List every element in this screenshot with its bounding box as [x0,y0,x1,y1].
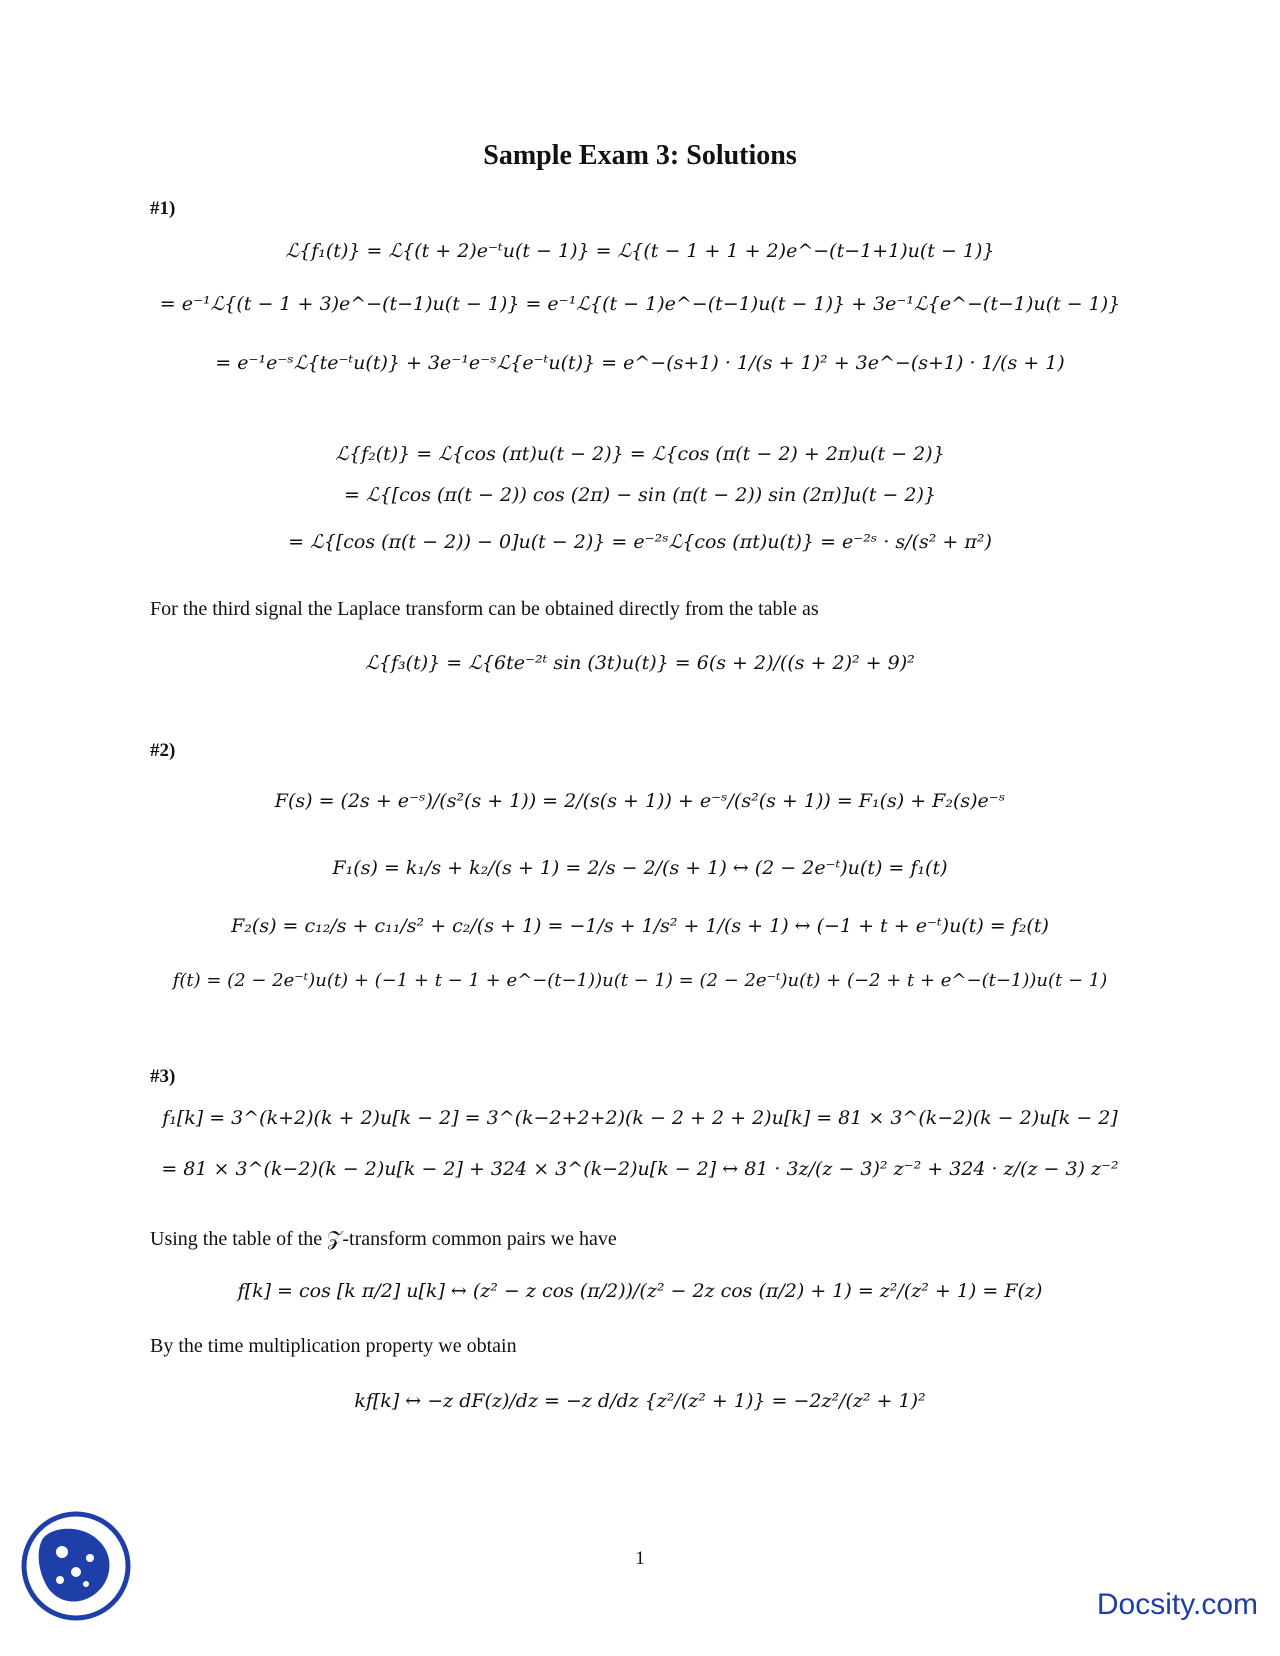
brand-link[interactable]: Docsity.com [1096,1588,1258,1621]
equation: kf[k] ↔ −z dF(z)/dz = −z d/dz {z²/(z² + 1)} = −2z²/(z² + 1)² [354,1390,926,1412]
equation: ℒ{f₂(t)} = ℒ{cos (πt)u(t − 2)} = ℒ{cos (π(t − 2) + 2π)u(t − 2)} [335,443,945,465]
section-label-1: #1) [150,198,176,219]
section-label-2: #2) [150,740,176,761]
equation: f(t) = (2 − 2e⁻ᵗ)u(t) + (−1 + t − 1 + e^−(t−1))u(t − 1) = (2 − 2e⁻ᵗ)u(t) + (−2 + t + e^−(t−1))u(t − 1) [172,970,1108,991]
equation: ℒ{f₃(t)} = ℒ{6te⁻²ᵗ sin (3t)u(t)} = 6(s + 2)/((s + 2)² + 9)² [365,652,915,674]
paragraph: Using the table of the 𝒵-transform common pairs we have [150,1228,617,1250]
page-number: 1 [635,1548,645,1569]
equation: f[k] = cos [k π/2] u[k] ↔ (z² − z cos (π/2))/(z² − 2z cos (π/2) + 1) = z²/(z² + 1) = F(z) [237,1280,1043,1302]
equation: = e⁻¹ℒ{(t − 1 + 3)e^−(t−1)u(t − 1)} = e⁻¹ℒ{(t − 1)e^−(t−1)u(t − 1)} + 3e⁻¹ℒ{e^−(t−1)u(t − 1)} [159,293,1121,315]
equation: F(s) = (2s + e⁻ˢ)/(s²(s + 1)) = 2/(s(s + 1)) + e⁻ˢ/(s²(s + 1)) = F₁(s) + F₂(s)e⁻ˢ [274,790,1006,812]
equation: = ℒ{[cos (π(t − 2)) − 0]u(t − 2)} = e⁻²ˢℒ{cos (πt)u(t)} = e⁻²ˢ · s/(s² + π²) [288,531,992,553]
equation: f₁[k] = 3^(k+2)(k + 2)u[k − 2] = 3^(k−2+2+2)(k − 2 + 2 + 2)u[k] = 81 × 3^(k−2)(k − 2)u[k − 2] [162,1107,1118,1129]
equation: = e⁻¹e⁻ˢℒ{te⁻ᵗu(t)} + 3e⁻¹e⁻ˢℒ{e⁻ᵗu(t)} = e^−(s+1) · 1/(s + 1)² + 3e^−(s+1) · 1/(s + 1) [215,352,1065,374]
equation: F₂(s) = c₁₂/s + c₁₁/s² + c₂/(s + 1) = −1/s + 1/s² + 1/(s + 1) ↔ (−1 + t + e⁻ᵗ)u(t) = f₂(t) [231,915,1049,937]
equation: ℒ{f₁(t)} = ℒ{(t + 2)e⁻ᵗu(t − 1)} = ℒ{(t − 1 + 1 + 2)e^−(t−1+1)u(t − 1)} [285,240,995,262]
equation: F₁(s) = k₁/s + k₂/(s + 1) = 2/s − 2/(s + 1) ↔ (2 − 2e⁻ᵗ)u(t) = f₁(t) [332,857,948,879]
page-title: Sample Exam 3: Solutions [483,140,797,171]
equation: = 81 × 3^(k−2)(k − 2)u[k − 2] + 324 × 3^(k−2)u[k − 2] ↔ 81 · 3z/(z − 3)² z⁻² + 324 · z/(z − 3) z⁻² [161,1158,1119,1180]
section-label-3: #3) [150,1066,176,1087]
docsity-logo-icon [20,1510,132,1622]
equation: = ℒ{[cos (π(t − 2)) cos (2π) − sin (π(t − 2)) sin (2π)]u(t − 2)} [344,484,936,506]
paragraph: For the third signal the Laplace transform can be obtained directly from the table as [150,598,819,620]
paragraph: By the time multiplication property we obtain [150,1335,517,1357]
